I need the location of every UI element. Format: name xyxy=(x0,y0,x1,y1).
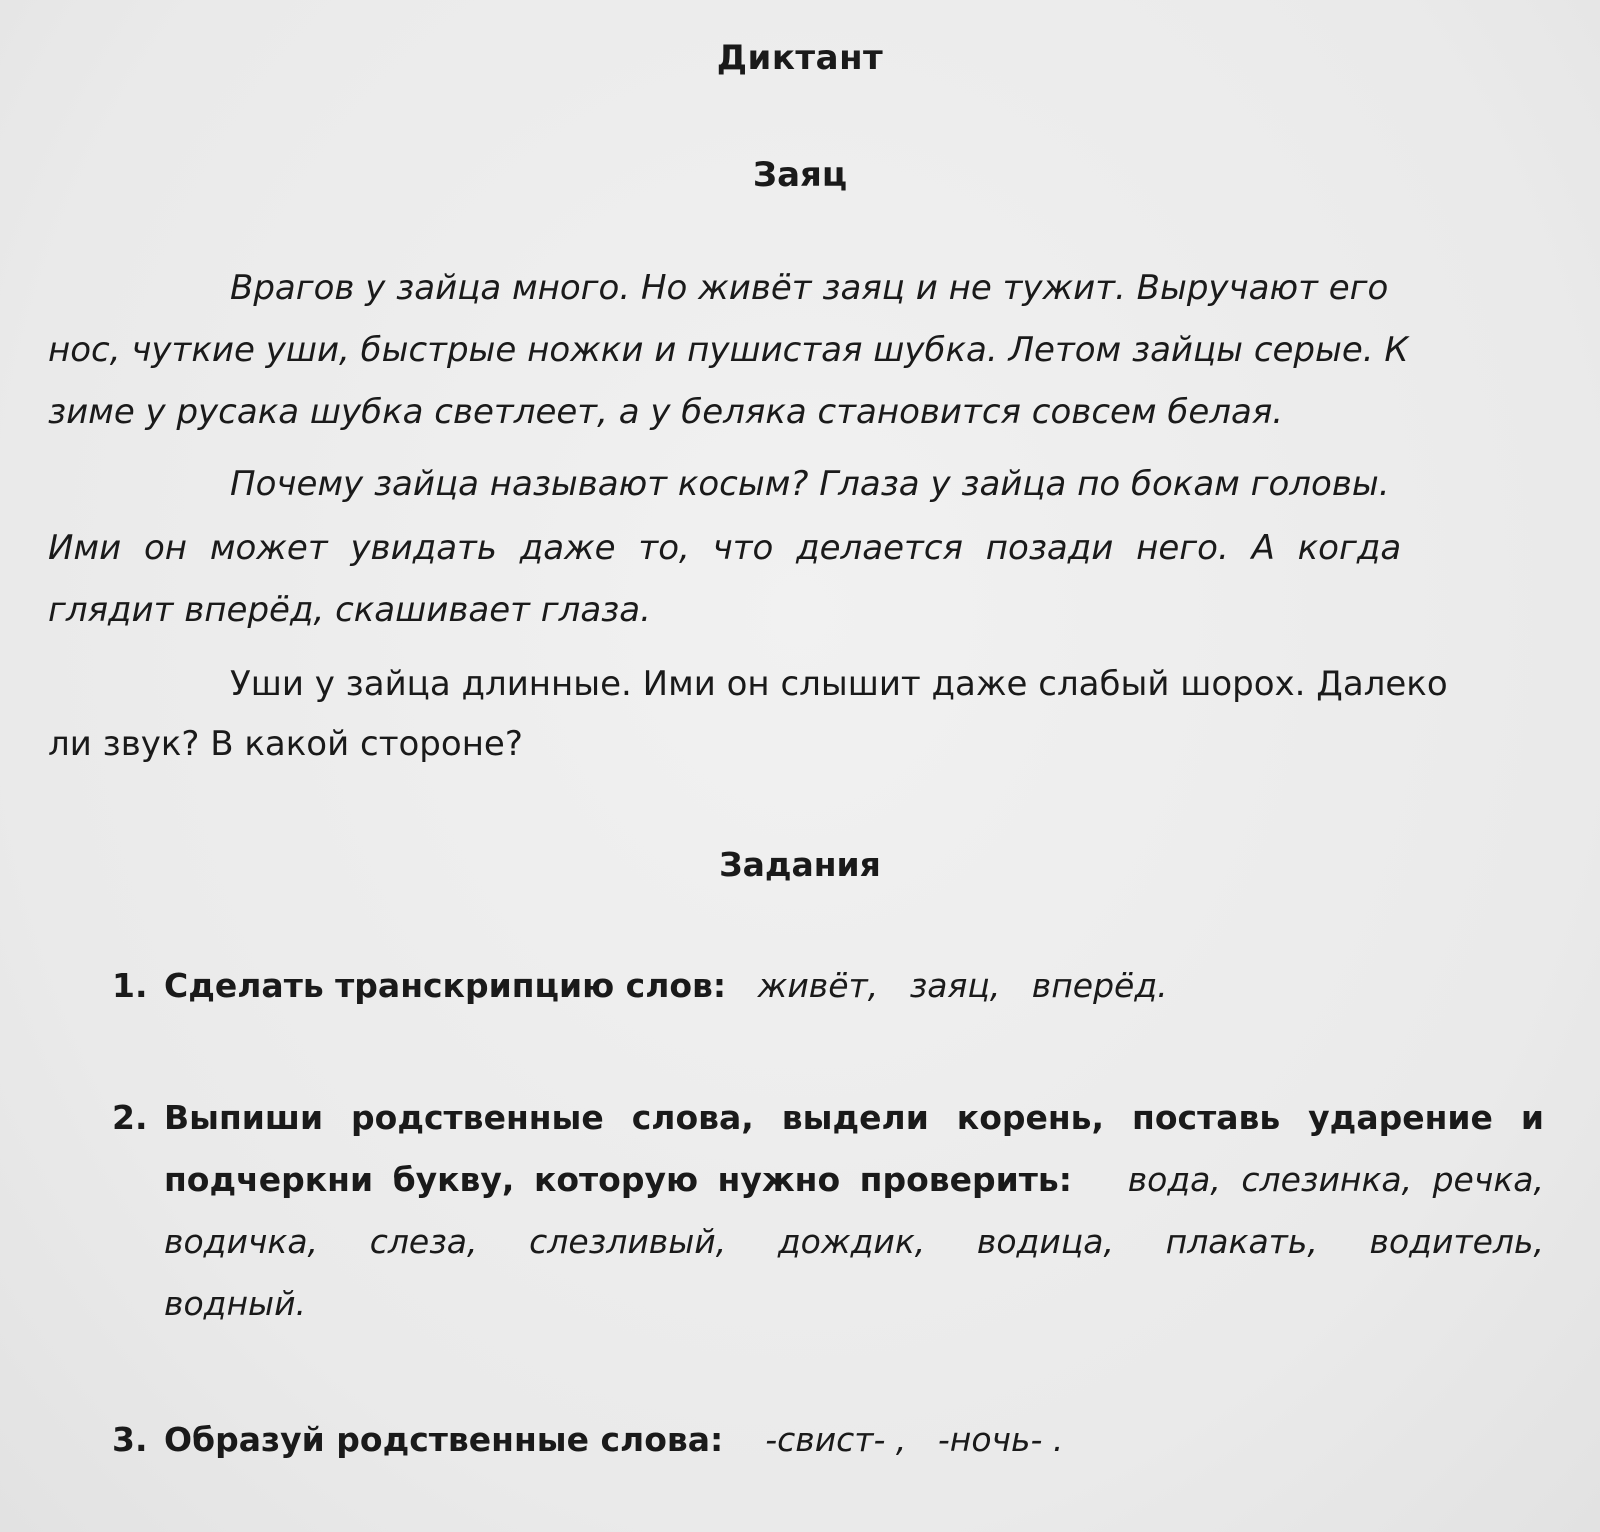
story-line: нос, чуткие уши, быстрые ножки и пушистая шубка. Летом зайцы серые. К xyxy=(48,330,1409,370)
task-instruction: Сделать транскрипцию слов: xyxy=(164,966,727,1005)
word: слезливый, xyxy=(529,1222,727,1261)
word: выдели xyxy=(781,1098,929,1137)
word: водитель, xyxy=(1369,1222,1544,1261)
word: корень, xyxy=(956,1098,1105,1137)
word: Выпиши xyxy=(164,1098,324,1137)
story-line: Врагов у зайца много. Но живёт заяц и не тужит. Выручают его xyxy=(230,268,1389,308)
story-line: зиме у русака шубка светлеет, а у беляка становится совсем белая. xyxy=(48,392,1284,432)
task-2-instruction-line-1 xyxy=(164,1098,1544,1137)
story-line: Уши у зайца длинные. Ими он слышит даже слабый шорох. Далеко xyxy=(230,664,1448,704)
task-number: 2. xyxy=(112,1098,148,1137)
task-words: живёт, заяц, вперёд. xyxy=(757,966,1168,1005)
word: родственные xyxy=(351,1098,604,1137)
word: водичка, xyxy=(164,1222,319,1261)
tasks-heading: Задания xyxy=(719,845,881,884)
word: водица, xyxy=(976,1222,1114,1261)
word: поставь xyxy=(1132,1098,1281,1137)
word: слова, xyxy=(631,1098,754,1137)
story-line: ли звук? В какой стороне? xyxy=(48,724,523,764)
task-2-number-wrapper xyxy=(112,1098,164,1137)
task-instruction: Образуй родственные слова: xyxy=(164,1420,724,1459)
word: плакать, xyxy=(1165,1222,1318,1261)
word: дождик, xyxy=(777,1222,926,1261)
task-words: -свист- , -ночь- . xyxy=(765,1420,1064,1459)
word: водный. xyxy=(164,1284,307,1323)
task-number: 3. xyxy=(112,1420,148,1459)
word: и xyxy=(1520,1098,1544,1137)
page-title: Диктант xyxy=(716,38,884,78)
task-instruction: подчеркни букву, которую нужно проверить: xyxy=(164,1160,1072,1199)
word: ударение xyxy=(1308,1098,1493,1137)
task-words: вода, слезинка, речка, xyxy=(1127,1160,1544,1199)
story-title: Заяц xyxy=(752,155,848,195)
story-line: Ими он может увидать даже то, что делается позади него. А когда xyxy=(48,528,1402,568)
word: слеза, xyxy=(369,1222,478,1261)
task-2-words-line-4 xyxy=(164,1284,1564,1323)
task-3 xyxy=(112,1420,1063,1459)
story-line: Почему зайца называют косым? Глаза у зайца по бокам головы. xyxy=(230,464,1390,504)
task-2-instruction-line-2 xyxy=(164,1160,1544,1199)
story-line: глядит вперёд, скашивает глаза. xyxy=(48,590,651,630)
task-1 xyxy=(112,966,1168,1005)
task-number: 1. xyxy=(112,966,148,1005)
task-2-words-line-3 xyxy=(164,1222,1544,1261)
